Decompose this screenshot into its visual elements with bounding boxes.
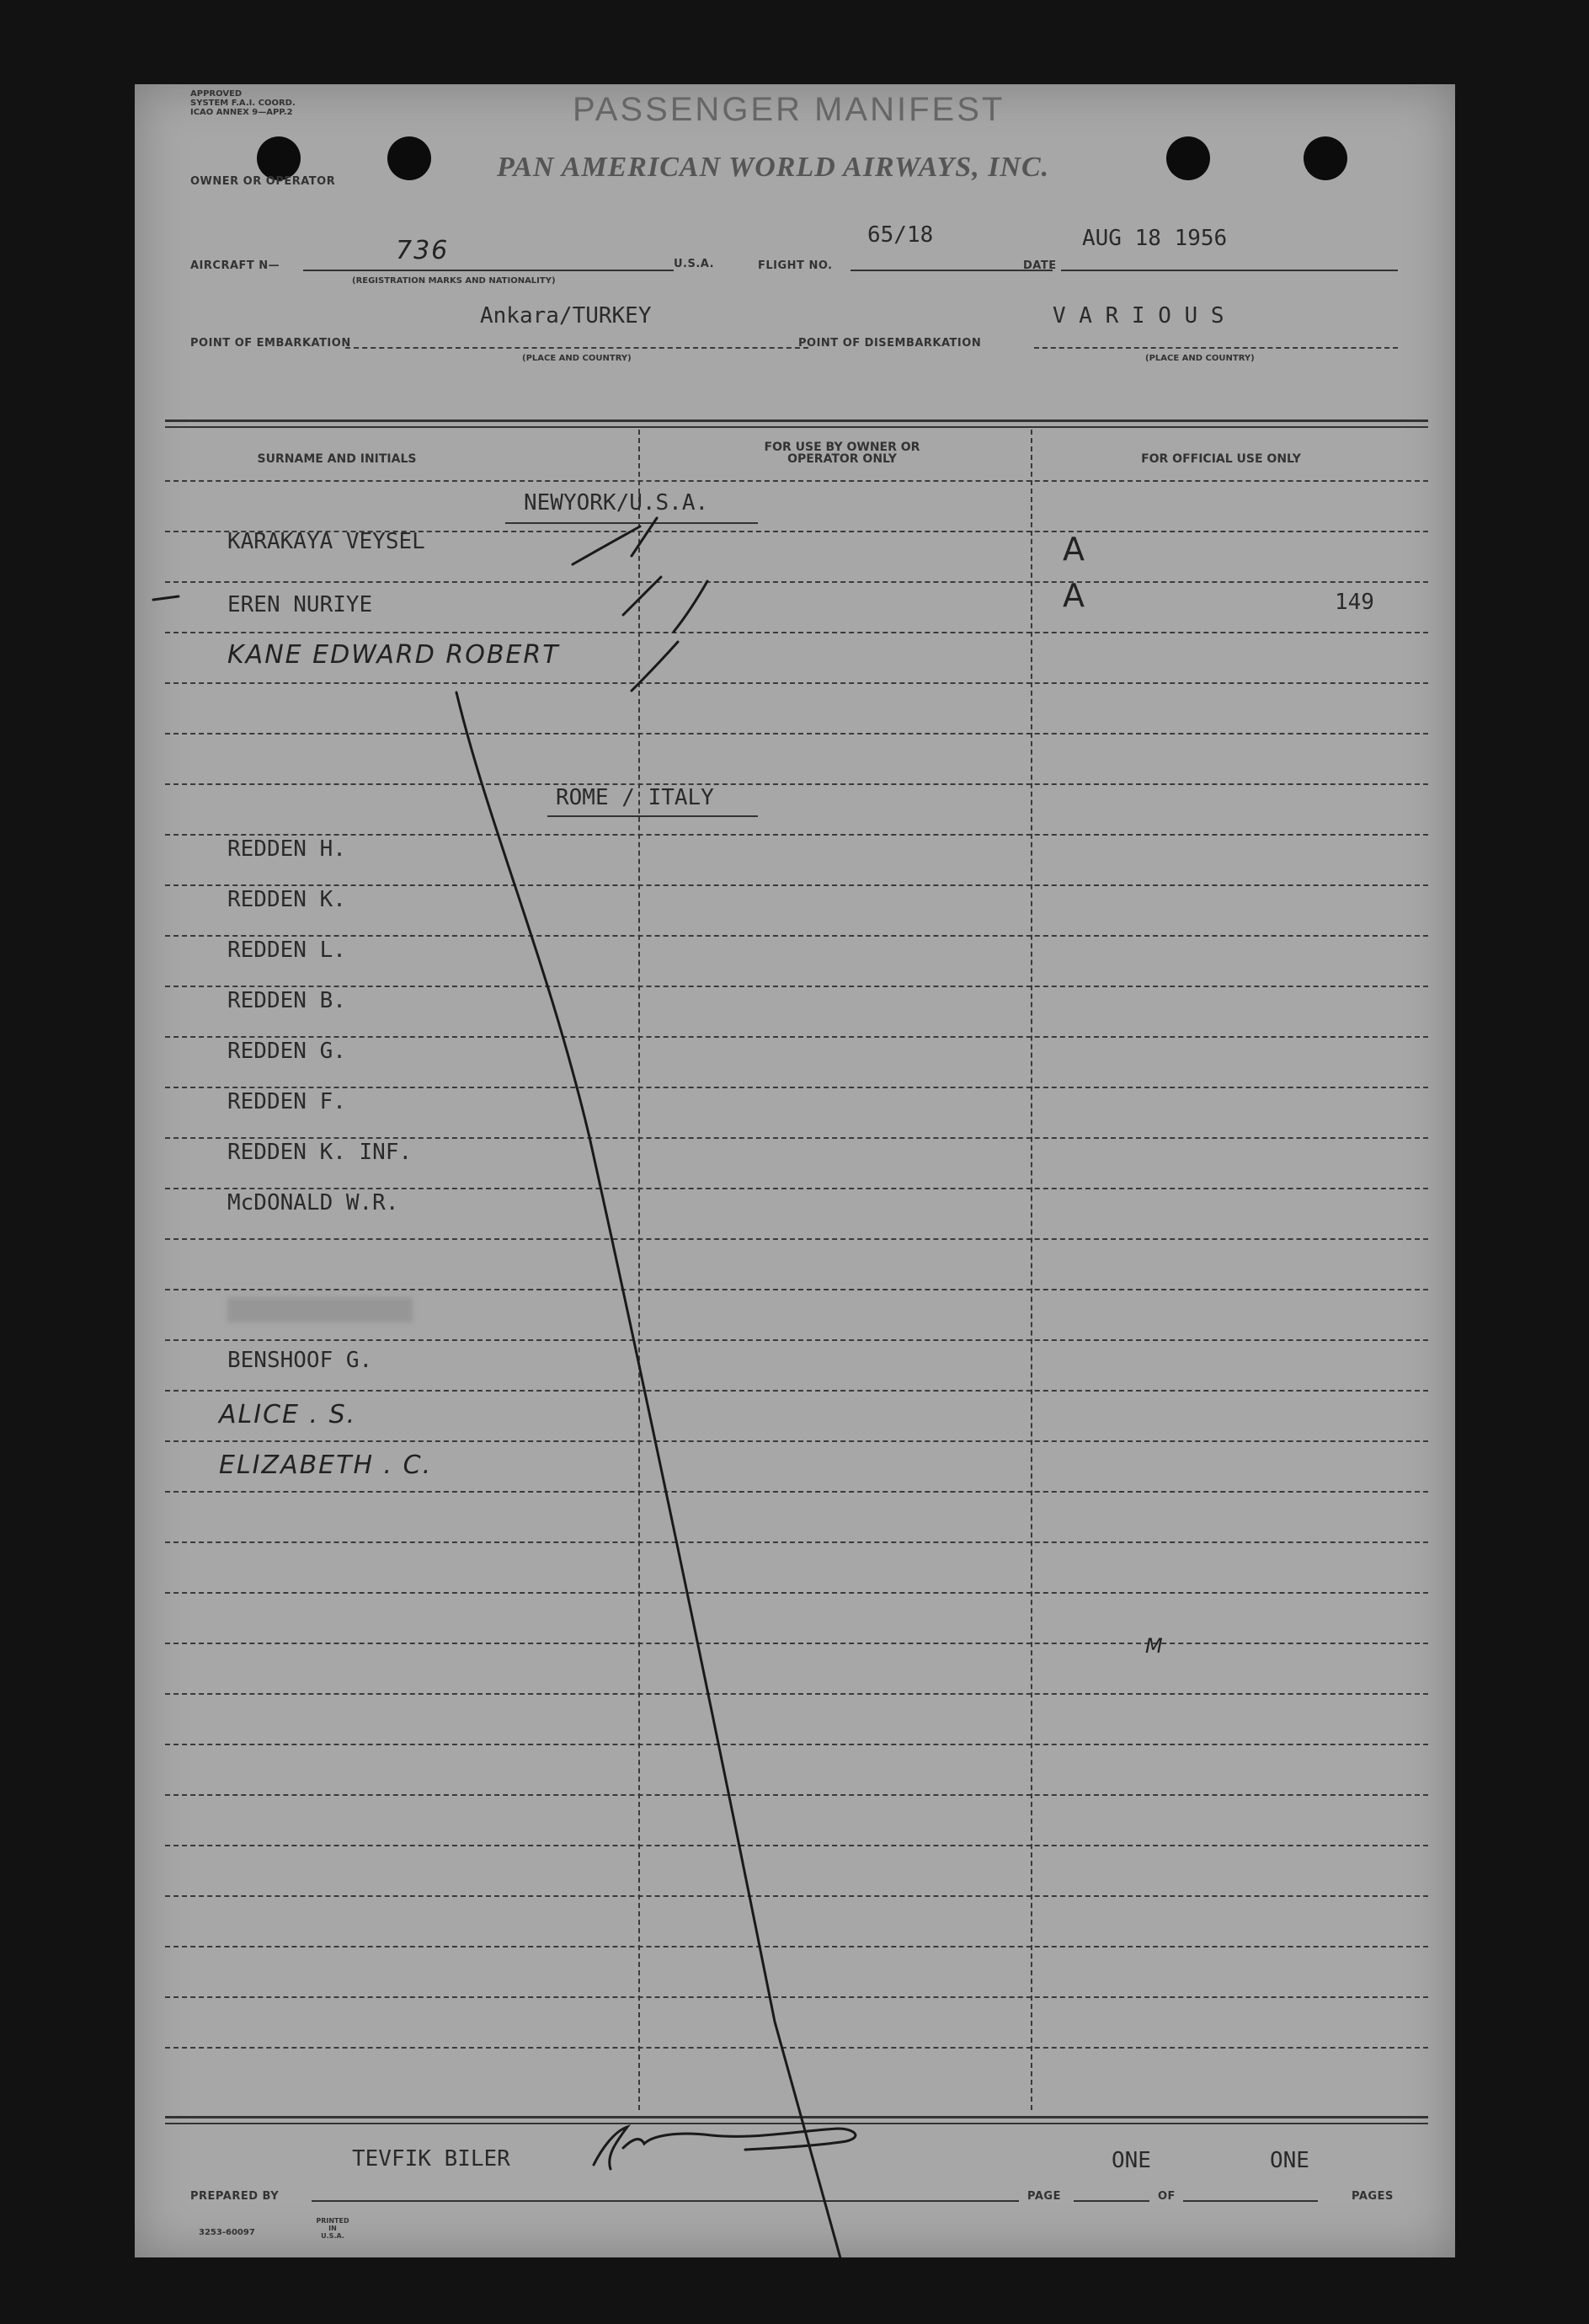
passenger-name: REDDEN H.	[227, 836, 346, 862]
embark-caption: (PLACE AND COUNTRY)	[522, 354, 632, 363]
checkmark-icon	[573, 526, 640, 564]
passenger-name: REDDEN L.	[227, 938, 346, 963]
section-newyork: NEWYORK/U.S.A.	[524, 490, 709, 516]
page-title: PASSENGER MANIFEST	[573, 91, 1005, 128]
disembark-caption: (PLACE AND COUNTRY)	[1145, 354, 1255, 363]
page-label: PAGE	[1027, 2190, 1061, 2203]
section-rome: ROME / ITALY	[556, 785, 714, 810]
owner-value: PAN AMERICAN WORLD AIRWAYS, INC.	[497, 152, 1050, 183]
of-value: ONE	[1270, 2148, 1309, 2173]
usa-label: U.S.A.	[674, 258, 715, 270]
flight-label: FLIGHT NO.	[758, 259, 833, 272]
aircraft-label: AIRCRAFT N—	[190, 259, 280, 272]
passenger-name: EREN NURIYE	[227, 592, 373, 617]
col-official-header: FOR OFFICIAL USE ONLY	[1141, 452, 1301, 466]
col-surname-header: SURNAME AND INITIALS	[257, 452, 417, 466]
prepared-by-value: TEVFIK BILER	[352, 2146, 510, 2172]
checkmark-icon	[632, 642, 678, 691]
prepared-by-label: PREPARED BY	[190, 2190, 280, 2203]
passenger-name: REDDEN F.	[227, 1089, 346, 1114]
checkmark-icon	[632, 518, 657, 556]
approval-line: APPROVED	[190, 89, 243, 99]
dash-mark	[153, 596, 179, 600]
checkmark-icon	[674, 581, 707, 632]
passenger-name-handwritten: KANE EDWARD ROBERT	[227, 640, 560, 670]
pages-label: PAGES	[1352, 2190, 1394, 2203]
aircraft-value: 736	[396, 236, 450, 265]
official-mark: A	[1063, 531, 1086, 568]
disembark-value: V A R I O U S	[1053, 303, 1224, 329]
diagonal-cancel-line	[456, 692, 859, 2257]
col-owner-use-header: FOR USE BY OWNER OR OPERATOR ONLY	[764, 441, 920, 466]
passenger-name: REDDEN K.	[227, 887, 346, 912]
manifest-sheet	[135, 84, 1455, 2257]
of-label: OF	[1158, 2190, 1176, 2203]
passenger-name: REDDEN B.	[227, 988, 346, 1013]
date-label: DATE	[1023, 259, 1057, 272]
official-mark: A	[1063, 577, 1086, 614]
passenger-name: KARAKAYA VEYSEL	[227, 529, 425, 554]
checkmark-icon	[623, 577, 661, 615]
passenger-name: McDONALD W.R.	[227, 1190, 399, 1215]
page-value: ONE	[1112, 2148, 1151, 2173]
passenger-name-handwritten: ELIZABETH . C.	[219, 1450, 433, 1480]
form-number: 3253-60097	[199, 2228, 255, 2237]
disembark-label: POINT OF DISEMBARKATION	[798, 337, 982, 350]
owner-label: OWNER OR OPERATOR	[190, 175, 336, 188]
flight-value: 65/18	[867, 222, 934, 248]
approval-line: ICAO ANNEX 9—APP.2	[190, 108, 293, 117]
printer-mark: PRINTED IN U.S.A.	[316, 2217, 349, 2240]
embark-value: Ankara/TURKEY	[480, 303, 652, 329]
official-number: 149	[1335, 590, 1374, 615]
approval-line: SYSTEM F.A.I. COORD.	[190, 99, 296, 108]
stray-mark: M	[1145, 1634, 1165, 1658]
passenger-name: BENSHOOF G.	[227, 1348, 373, 1373]
date-value: AUG 18 1956	[1082, 226, 1228, 251]
registration-caption: (REGISTRATION MARKS AND NATIONALITY)	[352, 276, 556, 286]
embark-label: POINT OF EMBARKATION	[190, 337, 351, 350]
passenger-name-handwritten: ALICE . S.	[219, 1400, 357, 1429]
signature	[594, 2127, 856, 2169]
passenger-name: REDDEN G.	[227, 1039, 346, 1064]
pen-marks	[135, 84, 1455, 2257]
passenger-name: REDDEN K. INF.	[227, 1140, 413, 1165]
